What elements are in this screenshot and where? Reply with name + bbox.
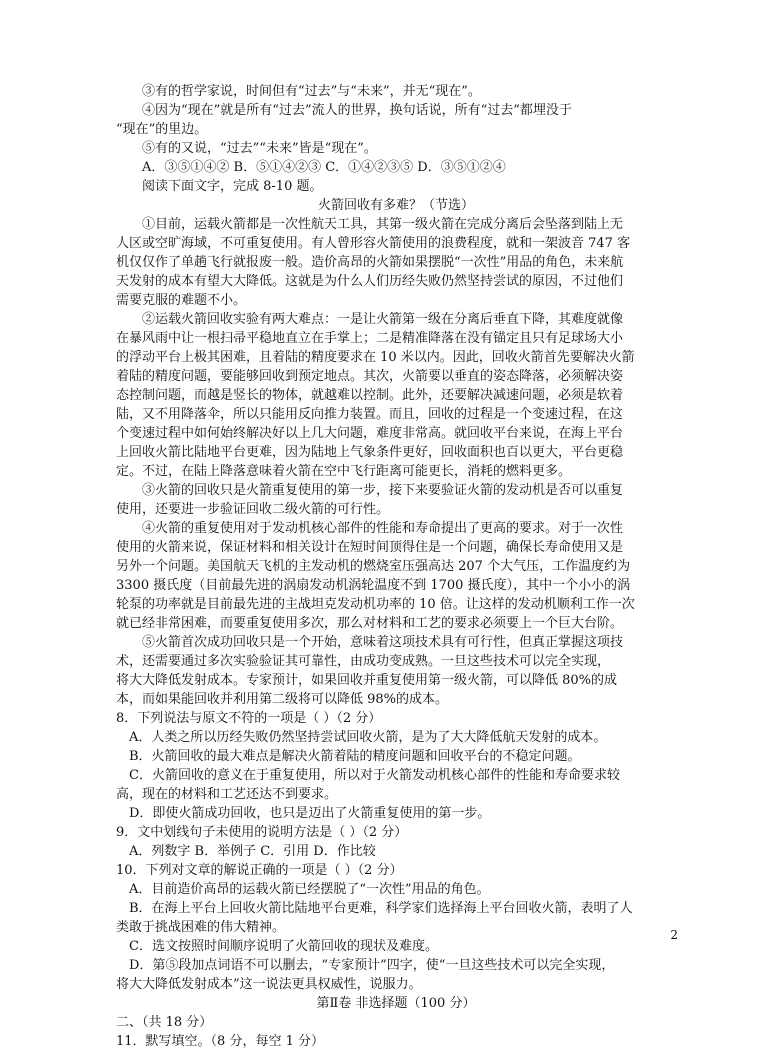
part-2-heading: 二、（共 18 分） bbox=[116, 1015, 213, 1030]
para-5-line-4: 本，而如果能回收并利用第二级将可以降低 98%的成本。 bbox=[116, 692, 449, 707]
para-1-line-1: ①目前，运载火箭都是一次性航天工具，其第一级火箭在完成分离后会坠落到陆上无 bbox=[142, 217, 624, 232]
q9-options: A．列数字 B．举例子 C．引用 D．作比较 bbox=[129, 844, 376, 859]
q10-option-d-cont: 将大大降低发射成本”这一说法更具权威性，说服力。 bbox=[116, 977, 422, 992]
page-number: 2 bbox=[670, 928, 678, 942]
question-9: 9．文中划线句子未使用的说明方法是（ ）（2 分） bbox=[116, 825, 408, 840]
para-2-line-8: 上回收火箭比陆地平台更难，因为陆地上气象条件更好，回收面积也百以更大，平台更稳 bbox=[116, 445, 624, 460]
question-10: 10．下列对文章的解说正确的一项是（ ）（2 分） bbox=[116, 863, 403, 878]
para-3-line-1: ③火箭的回收只是火箭重复使用的第一步，接下来要验证火箭的发动机是否可以重复 bbox=[142, 483, 624, 498]
question-11: 11．默写填空。（8 分，每空 1 分） bbox=[116, 1034, 324, 1049]
q8-option-c: C．火箭回收的意义在于重复使用，所以对于火箭发动机核心部件的性能和寿命要求较 bbox=[129, 768, 620, 783]
para-1-line-4: 天发射的成本有望大大降低。这就是为什么人们历经失败仍然坚持尝试的原因，不过他们 bbox=[116, 274, 624, 289]
para-2-line-2: 在暴风雨中让一根扫帚平稳地直立在手掌上；二是精准降落在没有锚定且只有足球场大小 bbox=[116, 331, 624, 346]
reading-instruction: 阅读下面文字，完成 8-10 题。 bbox=[142, 179, 323, 194]
section-2-heading: 第Ⅱ卷 非选择题（100 分） bbox=[316, 996, 476, 1011]
q10-option-b: B．在海上平台上回收火箭比陆地平台更难，科学家们选择海上平台回收火箭，表明了人 bbox=[129, 901, 633, 916]
para-5-line-2: 术，还需要通过多次实验验证其可靠性，由成功变成熟。一旦这些技术可以完全实现， bbox=[116, 654, 611, 669]
para-3-line-2: 使用，还要进一步验证回收二级火箭的可行性。 bbox=[116, 502, 390, 517]
q8-option-d: D．即使火箭成功回收，也只是迈出了火箭重复使用的第一步。 bbox=[129, 806, 491, 821]
q10-option-a: A．目前造价高昂的运载火箭已经摆脱了“一次性”用品的角色。 bbox=[129, 882, 490, 897]
para-2-line-7: 个变速过程中如何始终解决好以上几大问题，难度非常高。就回收平台来说，在海上平台 bbox=[116, 426, 624, 441]
question-8: 8．下列说法与原文不符的一项是（ ）（2 分） bbox=[116, 711, 382, 726]
para-1-line-3: 机仅仅作了单趟飞行就报废一般。造价高昂的火箭如果摆脱“一次性”用品的角色，未来航 bbox=[116, 255, 624, 270]
para-5-line-3: 将大大降低发射成本。专家预计，如果回收并重复使用第一级火箭，可以降低 80%的成 bbox=[116, 673, 618, 688]
para-4-line-4: 3300 摄氏度（目前最先进的涡扇发动机涡轮温度不到 1700 摄氏度），其中一个小小的涡 bbox=[116, 578, 631, 593]
para-4-line-2: 使用的火箭来说，保证材料和相关设计在短时间顶得住是一个问题，确保长寿命使用又是 bbox=[116, 540, 624, 555]
article-title: 火箭回收有多难？（节选） bbox=[317, 198, 474, 213]
option-4: ④因为“现在”就是所有“过去”流人的世界，换句话说，所有“过去”都埋没于 bbox=[142, 103, 572, 118]
q8-option-b: B．火箭回收的最大难点是解决火箭着陆的精度问题和回收平台的不稳定问题。 bbox=[129, 749, 581, 764]
para-2-line-9: 定。不过，在陆上降落意味着火箭在空中飞行距离可能更长，消耗的燃料更多。 bbox=[116, 464, 572, 479]
para-2-line-3: 的浮动平台上极其困难，且着陆的精度要求在 10 米以内。因此，回收火箭首先要解决火箭 bbox=[116, 350, 635, 365]
option-3: ③有的哲学家说，时间但有“过去”与“未来”，并无“现在”。 bbox=[142, 84, 481, 99]
para-2-line-5: 态控制问题，而越是竖长的物体，就越难以控制。此外，还要解决减速问题，必须是软着 bbox=[116, 388, 624, 403]
q8-option-c-cont: 高，现在的材料和工艺还达不到要求。 bbox=[116, 787, 338, 802]
para-2-line-6: 陆，又不用降落伞，所以只能用反向推力装置。而且，回收的过程是一个变速过程，在这 bbox=[116, 407, 624, 422]
q10-option-b-cont: 类敢于挑战困难的伟大精神。 bbox=[116, 920, 286, 935]
q10-option-c: C．选文按照时间顺序说明了火箭回收的现状及难度。 bbox=[129, 939, 438, 954]
para-5-line-1: ⑤火箭首次成功回收只是一个开始，意味着这项技术具有可行性，但真正掌握这项技 bbox=[142, 635, 624, 650]
option-5: ⑤有的又说，“过去”“未来”皆是“现在”。 bbox=[142, 141, 377, 156]
para-2-line-1: ②运载火箭回收实验有两大难点：一是让火箭第一级在分离后垂直下降，其难度就像 bbox=[142, 312, 624, 327]
para-2-line-4: 着陆的精度问题，要能够回收到预定地点。其次，火箭要以垂直的姿态降落，必须解决姿 bbox=[116, 369, 624, 384]
q10-option-d: D．第⑤段加点词语不可以删去，“专家预计”四字，使“一旦这些技术可以完全实现， bbox=[129, 958, 615, 973]
para-1-line-2: 人区或空旷海域，不可重复使用。有人曾形容火箭使用的浪费程度，就和一架波音 747 客 bbox=[116, 236, 631, 251]
answer-choices-7: A．③⑤①④② B．⑤①④②③ C．①④②③⑤ D．③⑤①②④ bbox=[142, 160, 506, 175]
para-1-line-5: 需要克服的难题不小。 bbox=[116, 293, 247, 308]
para-4-line-1: ④火箭的重复使用对于发动机核心部件的性能和寿命提出了更高的要求。对于一次性 bbox=[142, 521, 624, 536]
q8-option-a: A．人类之所以历经失败仍然坚持尝试回收火箭，是为了大大降低航天发射的成本。 bbox=[129, 730, 607, 745]
para-4-line-6: 就已经非常困难，而要重复使用多次，那么对材料和工艺的要求必须要上一个巨大台阶。 bbox=[116, 616, 624, 631]
option-4-cont: “现在”的里边。 bbox=[116, 122, 208, 137]
document-page bbox=[116, 82, 676, 1051]
para-4-line-5: 轮泵的功率就是目前最先进的主战坦克发动机功率的 10 倍。让这样的发动机顺利工作一次 bbox=[116, 597, 635, 612]
para-4-line-3: 另外一个问题。美国航天飞机的主发动机的燃烧室压强高达 207 个大气压，工作温度约为 bbox=[116, 559, 631, 574]
